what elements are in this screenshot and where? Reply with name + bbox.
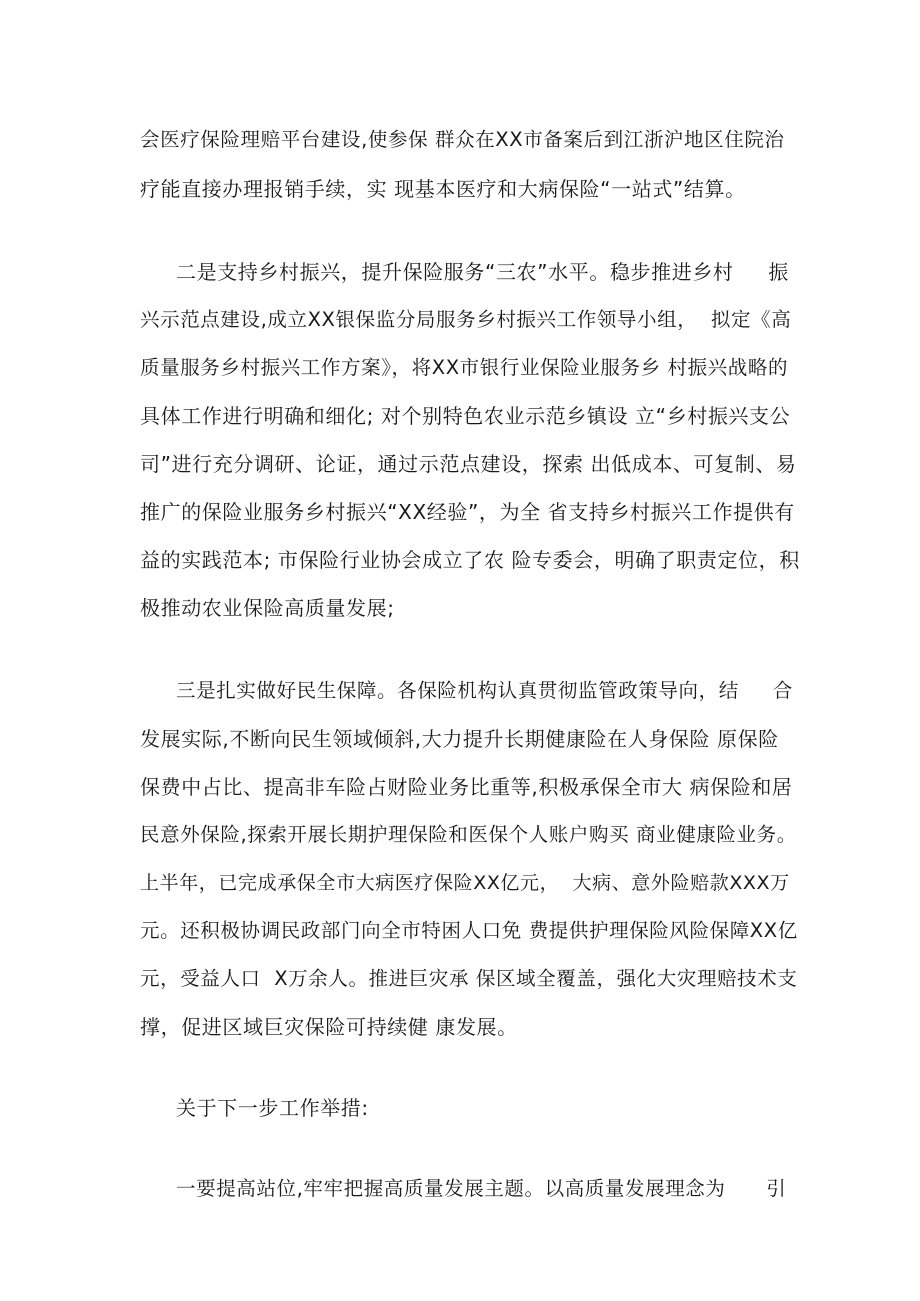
paragraph-line: 具体工作进行明确和细化; 对个别特色农业示范乡镇设 立“乡村振兴支公 [140, 404, 791, 428]
paragraph-line: 疗能直接办理报销手续，实 现基本医疗和大病保险“一站式”结算。 [140, 177, 746, 201]
paragraph-line: 益的实践范本; 市保险行业协会成立了农 险专委会，明确了职责定位，积 [140, 548, 800, 572]
paragraph-line: 保费中占比、提高非车险占财险业务比重等,积极承保全市大 病保险和居 [140, 775, 793, 799]
paragraph-line: 民意外保险,探索开展长期护理保险和医保个人账户购买 商业健康险业务。 [140, 823, 797, 846]
paragraph-line: 一要提高站位,牢牢把握高质量发展主题。以高质量发展理念为 引 [176, 1177, 787, 1200]
paragraph-line: 推广的保险业服务乡村振兴“XX经验”，为全 省支持乡村振兴工作提供有 [140, 500, 795, 524]
paragraph-line: 极推动农业保险高质量发展; [140, 596, 395, 620]
paragraph-line: 司”进行充分调研、论证，通过示范点建设，探索 出低成本、可复制、易 [140, 452, 797, 476]
paragraph-line: 兴示范点建设,成立XX银保监分局服务乡村振兴工作领导小组， 拟定《高 [140, 308, 792, 331]
paragraph-line: 撑，促进区域巨灾保险可持续健 康发展。 [140, 1015, 518, 1039]
paragraph-line: 质量服务乡村振兴工作方案》，将XX市银行业保险业服务乡 村振兴战略的 [140, 356, 789, 379]
paragraph-line: 上半年，已完成承保全市大病医疗保险XX亿元， 大病、意外险赔款XXX万 [140, 872, 790, 894]
paragraph-line: 发展实际,不断向民生领域倾斜,大力提升长期健康险在人身保险 原保险 [140, 727, 779, 751]
paragraph-line: 二是支持乡村振兴，提升保险服务“三农”水平。稳步推进乡村 振 [176, 260, 789, 284]
paragraph-line: 会医疗保险理赔平台建设,使参保 群众在XX市备案后到江浙沪地区住院治 [140, 128, 785, 151]
paragraph-line: 元，受益人口 X万余人。推进巨灾承 保区域全覆盖，强化大灾理赔技术支 [140, 967, 798, 990]
section-heading: 关于下一步工作举措: [176, 1096, 369, 1120]
paragraph-line: 元。还积极协调民政部门向全市特困人口免 费提供护理保险风险保障XX亿 [140, 919, 798, 942]
paragraph-line: 三是扎实做好民生保障。各保险机构认真贯彻监管政策导向，结 合 [176, 679, 793, 702]
